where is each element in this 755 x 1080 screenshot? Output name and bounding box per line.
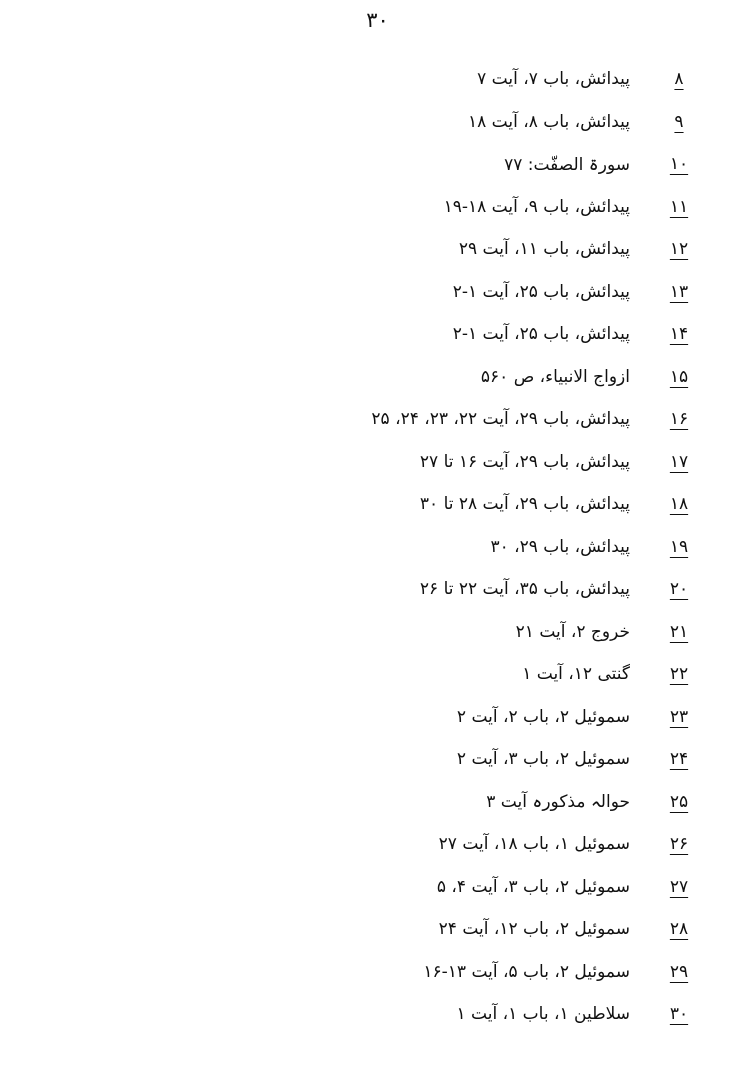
footnote-reference: حوالہ مذکورہ آیت ۳ xyxy=(486,792,630,813)
footnote-row xyxy=(330,738,710,781)
footnote-row xyxy=(330,781,710,824)
footnote-number: ۲۰ xyxy=(669,579,689,600)
footnote-number: ۲۶ xyxy=(669,834,689,855)
footnote-reference: پیدائش، باب ۱۱، آیت ۲۹ xyxy=(458,239,630,260)
footnote-row xyxy=(330,951,710,994)
footnote-number: ۱۰ xyxy=(669,154,689,175)
footnote-row xyxy=(330,356,710,399)
footnote-reference: پیدائش، باب ۸، آیت ۱۸ xyxy=(468,111,630,132)
footnote-number: ۱۵ xyxy=(669,366,689,387)
footnote-reference: پیدائش، باب ۳۵، آیت ۲۲ تا ۲۶ xyxy=(419,579,630,600)
footnote-reference: پیدائش، باب ۲۵، آیت ۱-۲ xyxy=(452,324,630,345)
footnote-reference: سموئیل ۱، باب ۱۸، آیت ۲۷ xyxy=(438,834,630,855)
footnote-number: ۱۳ xyxy=(669,281,689,302)
footnote-row xyxy=(330,398,710,441)
footnote-number: ۱۴ xyxy=(669,324,689,345)
footnote-reference: ازواج الانبیاء، ص ۵۶۰ xyxy=(480,366,630,387)
footnote-number: ۱۲ xyxy=(669,239,689,260)
footnote-number: ۸ xyxy=(674,69,684,90)
footnote-number: ۹ xyxy=(674,111,684,132)
footnote-reference: سموئیل ۲، باب ۲، آیت ۲ xyxy=(456,706,630,727)
footnote-number: ۱۶ xyxy=(669,409,689,430)
footnote-row xyxy=(330,143,710,186)
footnote-row xyxy=(330,526,710,569)
footnote-reference: سلاطین ۱، باب ۱، آیت ۱ xyxy=(456,1004,630,1025)
footnote-number: ۱۹ xyxy=(669,536,689,557)
page-number: ۳۰ xyxy=(366,8,389,32)
footnote-row xyxy=(330,993,710,1036)
footnote-reference: خروج ۲، آیت ۲۱ xyxy=(515,621,630,642)
footnote-reference: سورۃ الصفّت: ۷۷ xyxy=(504,154,630,175)
footnote-reference: پیدائش، باب ۹، آیت ۱۸-۱۹ xyxy=(443,196,630,217)
footnote-row xyxy=(330,866,710,909)
footnote-number: ۱۸ xyxy=(669,494,689,515)
footnote-row xyxy=(330,483,710,526)
footnote-number: ۲۲ xyxy=(669,664,689,685)
footnote-number: ۲۴ xyxy=(669,749,689,770)
footnote-reference: پیدائش، باب ۲۹، ۳۰ xyxy=(490,536,630,557)
footnote-row xyxy=(330,186,710,229)
footnote-reference: پیدائش، باب ۲۵، آیت ۱-۲ xyxy=(452,281,630,302)
footnote-row xyxy=(330,611,710,654)
footnote-number: ۳۰ xyxy=(669,1004,689,1025)
footnote-reference: پیدائش، باب ۲۹، آیت ۲۸ تا ۳۰ xyxy=(419,494,630,515)
footnote-list xyxy=(330,58,710,1036)
footnote-row xyxy=(330,228,710,271)
footnote-row xyxy=(330,271,710,314)
footnote-reference: سموئیل ۲، باب ۳، آیت ۲ xyxy=(456,749,630,770)
footnote-row xyxy=(330,696,710,739)
footnote-number: ۲۷ xyxy=(669,876,689,897)
footnote-number: ۱۱ xyxy=(669,196,689,217)
footnote-row xyxy=(330,313,710,356)
footnote-reference: سموئیل ۲، باب ۳، آیت ۴، ۵ xyxy=(436,876,630,897)
footnote-row xyxy=(330,101,710,144)
footnote-reference: پیدائش، باب ۲۹، آیت ۱۶ تا ۲۷ xyxy=(419,451,630,472)
footnote-reference: سموئیل ۲، باب ۱۲، آیت ۲۴ xyxy=(438,919,630,940)
footnote-number: ۱۷ xyxy=(669,451,689,472)
footnote-number: ۲۳ xyxy=(669,706,689,727)
footnote-number: ۲۹ xyxy=(669,961,689,982)
footnote-row xyxy=(330,58,710,101)
footnote-number: ۲۵ xyxy=(669,791,689,812)
footnote-row xyxy=(330,441,710,484)
footnote-reference: گنتی ۱۲، آیت ۱ xyxy=(522,664,630,685)
footnote-reference: پیدائش، باب ۲۹، آیت ۲۲، ۲۳، ۲۴، ۲۵ xyxy=(371,409,630,430)
footnote-row xyxy=(330,823,710,866)
footnote-row xyxy=(330,568,710,611)
footnote-row xyxy=(330,653,710,696)
footnote-number: ۲۱ xyxy=(669,621,689,642)
footnote-reference: پیدائش، باب ۷، آیت ۷ xyxy=(477,69,630,90)
footnote-row xyxy=(330,908,710,951)
footnote-number: ۲۸ xyxy=(669,919,689,940)
footnote-reference: سموئیل ۲، باب ۵، آیت ۱۳-۱۶ xyxy=(423,961,630,982)
